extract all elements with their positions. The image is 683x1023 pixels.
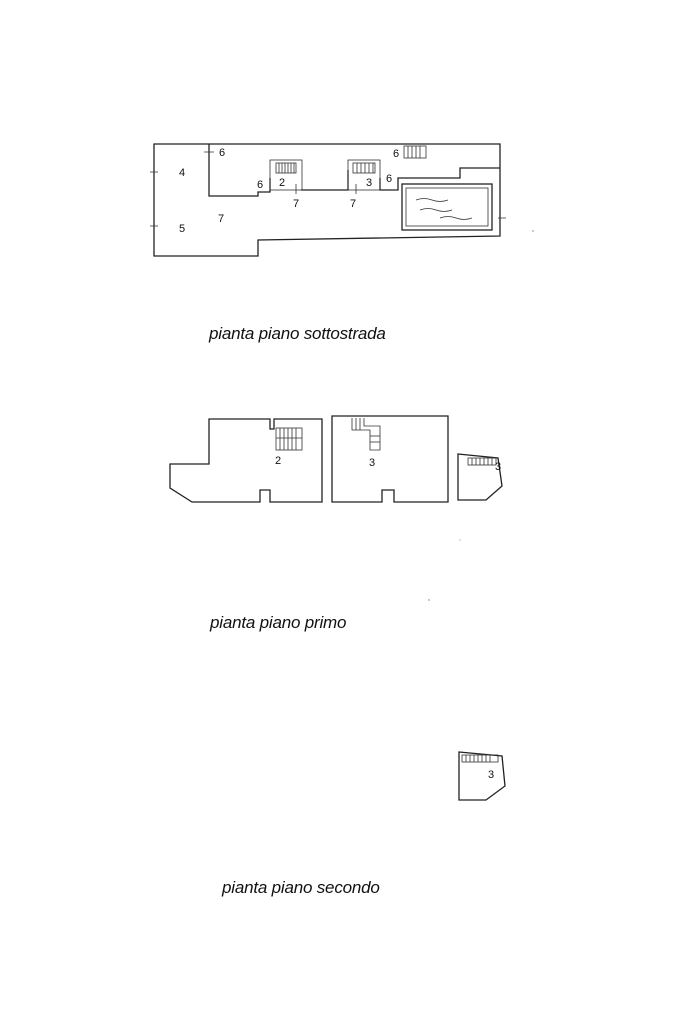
basement-label: 2 xyxy=(279,177,286,189)
basement-plan xyxy=(150,144,506,256)
basement-label: 6 xyxy=(393,148,400,160)
basement-label: 6 xyxy=(257,179,264,191)
basement-stair-topright xyxy=(404,146,426,158)
first-floor-left-block xyxy=(170,419,322,502)
basement-label: 5 xyxy=(179,223,186,235)
first-floor-label: 2 xyxy=(275,455,282,467)
basement-label: 7 xyxy=(350,198,357,210)
caption-second-floor: pianta piano secondo xyxy=(222,878,380,897)
basement-outline xyxy=(154,144,500,256)
basement-stair-2 xyxy=(270,160,302,190)
caption-first-floor: pianta piano primo xyxy=(210,613,347,632)
first-floor-stair-small xyxy=(468,458,496,465)
second-floor-stair xyxy=(462,755,498,762)
basement-pool xyxy=(402,184,492,230)
basement-label: 4 xyxy=(179,167,186,179)
basement-label: 7 xyxy=(218,213,225,225)
caption-basement: pianta piano sottostrada xyxy=(209,324,386,343)
basement-stair-3 xyxy=(348,160,380,190)
basement-label: 6 xyxy=(386,173,393,185)
second-floor-label: 3 xyxy=(488,769,495,781)
basement-label: 3 xyxy=(366,177,373,189)
first-floor-middle-block xyxy=(332,416,448,502)
first-floor-label: 3 xyxy=(495,461,502,473)
first-floor-plan xyxy=(170,416,502,502)
basement-label: 6 xyxy=(219,147,226,159)
basement-label: 7 xyxy=(293,198,300,210)
second-floor-plan xyxy=(459,752,505,800)
first-floor-stair-2 xyxy=(276,428,302,450)
first-floor-label: 3 xyxy=(369,457,376,469)
first-floor-stair-3 xyxy=(352,418,380,450)
